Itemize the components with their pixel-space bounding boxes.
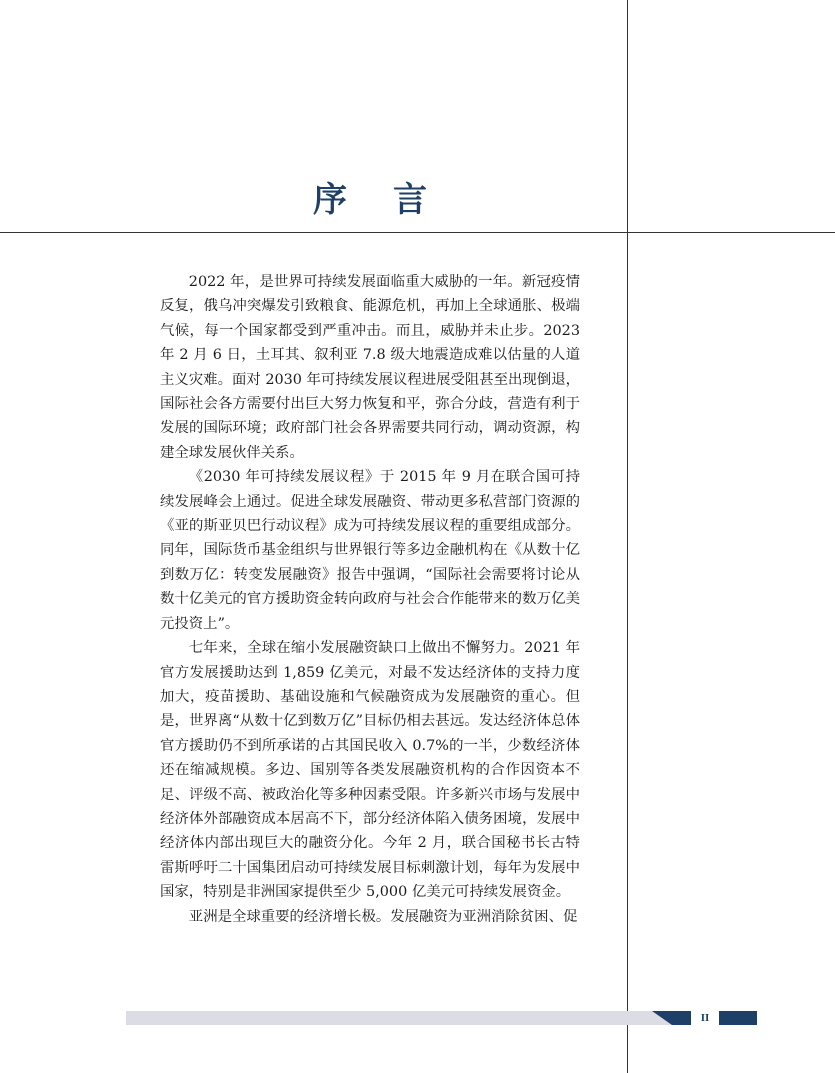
- preface-body: [160, 270, 580, 929]
- paragraph-4: 亚洲是全球重要的经济增长极。发展融资为亚洲消除贫困、促: [188, 908, 578, 925]
- footer-bar: [126, 1011, 691, 1025]
- paragraph-2: 《2030 年可持续发展议程》于 2015 年 9 月在联合国可持续发展峰会上通过。促进全球发展融资、带动更多私营部门资源的《亚的斯亚贝巴行动议程》成为可持续发展议程的重要组成部分。同年，国际货币基金组织与世界银行等多边金融机构在《从数十亿到数万亿：转变发展融资》报告中强调，“国际社会需要将讨论从数十亿美元的官方援助资金转向政府与社会合作能带来的数万亿美元投资上”。: [160, 469, 580, 632]
- page-title: [0, 172, 740, 221]
- footer-block: [719, 1011, 757, 1025]
- page-title-char-1: 序: [313, 180, 347, 220]
- vertical-divider-line: [627, 0, 628, 1073]
- footer-wedge: [652, 1011, 672, 1025]
- footer-accent: [672, 1011, 691, 1025]
- paragraph-1: 2022 年，是世界可持续发展面临重大威胁的一年。新冠疫情反复，俄乌冲突爆发引致粮食、能源危机，再加上全球通胀、极端气候，每一个国家都受到严重冲击。而且，威胁并未止步。2023 年 2 月 6 日，土耳其、叙利亚 7.8 级大地震造成难以估量的人道主义灾难。面对 2030 年可持续发展议程进展受阻甚至出现倒退，国际社会各方需要付出巨大努力恢复和平，弥合分歧，营造有利于发展的国际环境；政府部门社会各界需要共同行动，调动资源，构建全球发展伙伴关系。: [160, 274, 580, 461]
- page-title-char-2: 言: [393, 180, 427, 220]
- horizontal-divider-line: [0, 232, 835, 233]
- paragraph-3: 七年来，全球在缩小发展融资缺口上做出不懈努力。2021 年官方发展援助达到 1,859 亿美元，对最不发达经济体的支持力度加大，疫苗援助、基础设施和气候融资成为发展融资的重心。但是，世界离“从数十亿到数万亿”目标仍相去甚远。发达经济体总体官方援助仍不到所承诺的占其国民收入 0.7%的一半，少数经济体还在缩减规模。多边、国别等各类发展融资机构的合作因资本不足、评级不高、被政治化等多种因素受限。许多新兴市场与发展中经济体外部融资成本居高不下，部分经济体陷入债务困境，发展中经济体内部出现巨大的融资分化。今年 2 月，联合国秘书长古特雷斯呼吁二十国集团启动可持续发展目标刺激计划，每年为发展中国家，特别是非洲国家提供至少 5,000 亿美元可持续发展资金。: [160, 640, 580, 901]
- page-number: II: [700, 1012, 710, 1024]
